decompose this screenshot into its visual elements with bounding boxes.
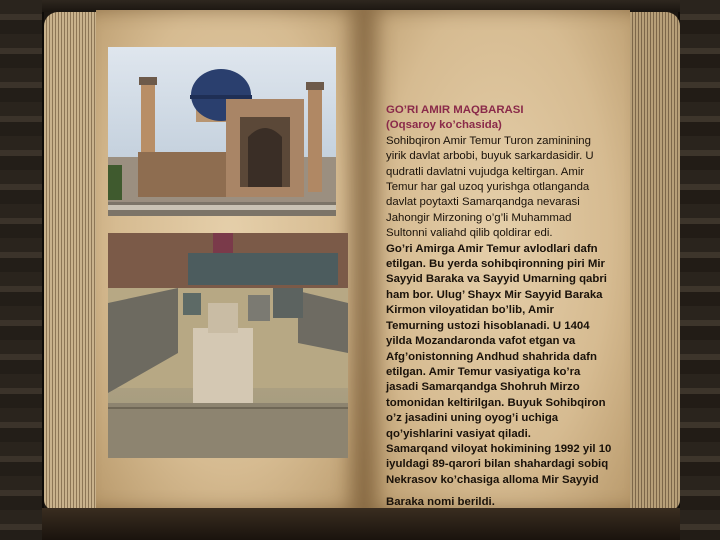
mausoleum-exterior-photo: [108, 47, 336, 216]
page-edges-left: [44, 12, 100, 510]
text-line: qudratli davlatni vujudga keltirgan. Amir: [386, 165, 585, 178]
text-line: Nekrasov ko’chasiga alloma Mir Sayyid: [386, 473, 599, 486]
text-line: ham bor. Ulug’ Shayx Mir Sayyid Baraka: [386, 288, 603, 301]
text-line: tomonidan keltirilgan. Buyuk Sohibqiron: [386, 396, 606, 409]
final-line: Baraka nomi berildi.: [386, 496, 495, 509]
history-paragraph: [386, 242, 636, 489]
text-line: Go’ri Amirga Amir Temur avlodlari dafn: [386, 242, 598, 255]
text-line: Sayyid Baraka va Sayyid Umarning qabri: [386, 273, 607, 286]
intro-paragraph: [386, 134, 636, 242]
text-line: Temur har gal uzoq yurishga otlanganda: [386, 181, 590, 194]
mausoleum-interior-photo: [108, 233, 348, 458]
book-frame-left: [0, 0, 44, 540]
text-line: Kirmon viloyatidan bo’lib, Amir: [386, 304, 554, 317]
text-line: yirik davlat arbobi, buyuk sarkardasidir. U: [386, 150, 594, 163]
text-line: etilgan. Bu yerda sohibqironning piri Mir: [386, 258, 605, 271]
text-line: yilda Mozandaronda vafot etgan va: [386, 335, 576, 348]
text-line: davlat poytaxti Samarqandga nevarasi: [386, 196, 580, 209]
text-line: Samarqand viloyat hokimining 1992 yil 10: [386, 442, 612, 455]
text-line: o’z jasadini uning oyog’i uchiga: [386, 412, 559, 425]
text-line: Jahongir Mirzoning o’g’li Muhammad: [386, 211, 572, 224]
book-binding: [42, 508, 680, 540]
text-line: etilgan. Amir Temur vasiyatiga ko’ra: [386, 365, 581, 378]
text-line: jasadi Samarqandga Shohruh Mirzo: [386, 381, 580, 394]
text-line: iyuldagi 89-qarori bilan shahardagi sobiq: [386, 458, 609, 471]
text-line: Sohibqiron Amir Temur Turon zaminining: [386, 134, 591, 147]
book-frame-right: [678, 0, 720, 540]
article-title: GO’RI AMIR MAQBARASI: [386, 104, 524, 116]
text-line: qo’yishlarini vasiyat qiladi.: [386, 427, 531, 440]
text-line: Afg’onistonning Andhud shahrida dafn: [386, 350, 597, 363]
text-line: Sultonni valiahd qilib qoldirar edi.: [386, 227, 553, 240]
text-line: Temurning ustozi hisoblanadi. U 1404: [386, 319, 590, 332]
article-text: [386, 103, 636, 511]
article-subtitle: (Oqsaroy ko’chasida): [386, 119, 502, 132]
